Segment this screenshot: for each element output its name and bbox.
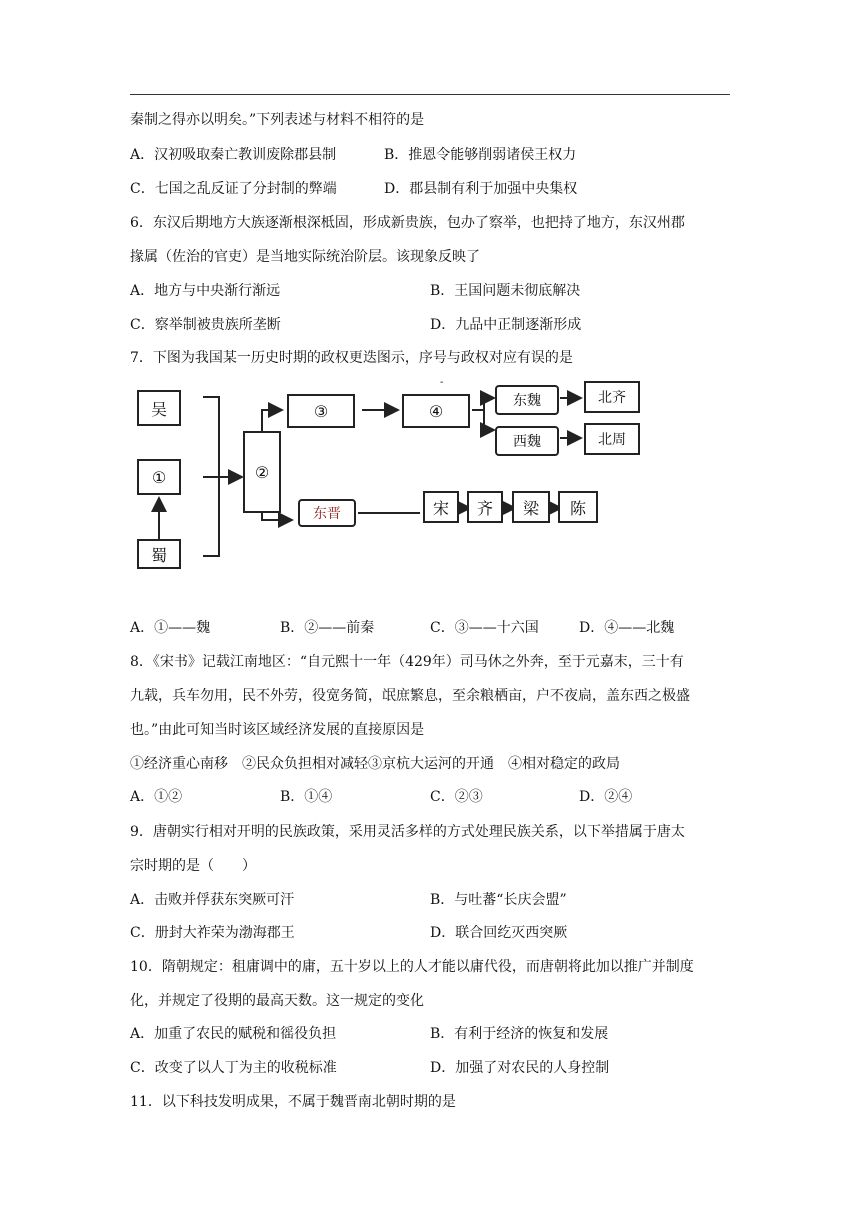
q6-option-b[interactable]: B．王国问题未彻底解决 [430,283,581,299]
box-chen: 陈 [558,491,598,523]
box-xiwei: 西魏 [495,426,559,456]
q9-option-b[interactable]: B．与吐蕃“长庆会盟” [430,892,567,908]
q10-option-d[interactable]: D．加强了对农民的人身控制 [430,1060,610,1076]
q7-option-b[interactable]: B．②——前秦 [280,620,375,636]
q10-option-a[interactable]: A．加重了农民的赋税和徭役负担 [130,1026,337,1042]
q5-option-d[interactable]: D．郡县制有利于加强中央集权 [384,181,578,197]
q8-stem-line2: 九载，兵车勿用，民不外劳，役宽务简，氓庶繁息，至余粮栖亩，户不夜扃，盖东西之极盛 [130,688,690,704]
q10-option-c[interactable]: C．改变了以人丁为主的收税标准 [130,1060,337,1076]
box-song: 宋 [423,491,459,523]
q6-option-c[interactable]: C．察举制被贵族所垄断 [130,317,281,333]
q6-stem-line1: 6．东汉后期地方大族逐渐根深柢固，形成新贵族，包办了察举，也把持了地方，东汉州郡 [130,215,685,231]
q5-option-c[interactable]: C．七国之乱反证了分封制的弊端 [130,181,337,197]
box-dongjin: 东晋 [298,499,356,527]
q9-stem-line1: 9．唐朝实行相对开明的民族政策，采用灵活多样的方式处理民族关系，以下举措属于唐太 [130,824,685,840]
box-wu: 吴 [137,390,181,426]
q6-option-a[interactable]: A．地方与中央渐行渐远 [130,283,281,299]
box-beiqi: 北齐 [584,381,640,413]
q7-option-a[interactable]: A．①——魏 [130,620,211,636]
q10-option-b[interactable]: B．有利于经济的恢复和发展 [430,1026,609,1042]
q11-stem: 11．以下科技发明成果，不属于魏晋南北朝时期的是 [130,1094,456,1110]
q7-option-c[interactable]: C．③——十六国 [430,620,539,636]
q9-option-a[interactable]: A．击败并俘获东突厥可汗 [130,892,295,908]
q8-items: ①经济重心南移 ②民众负担相对减轻③京杭大运河的开通 ④相对稳定的政局 [130,756,620,772]
box-4: ④ [402,394,470,428]
box-qi: 齐 [467,491,503,523]
q7-option-d[interactable]: D．④——北魏 [579,620,675,636]
box-1: ① [137,459,181,495]
box-liang: 梁 [512,491,550,523]
q9-option-c[interactable]: C．册封大祚荣为渤海郡王 [130,925,295,941]
box-2: ② [243,431,281,513]
q8-option-b[interactable]: B．①④ [280,789,333,805]
q8-stem-line1: 8．《宋书》记载江南地区：“自元熙十一年（429年）司马休之外奔，至于元嘉末，三十有 [130,654,684,670]
box-beizhou: 北周 [584,423,640,455]
box-shu: 蜀 [137,539,181,569]
q10-stem-line1: 10．隋朝规定：租庸调中的庸，五十岁以上的人才能以庸代役，而唐朝将此加以推广并制度 [130,959,694,975]
q8-option-d[interactable]: D．②④ [579,789,633,805]
q6-stem-line2: 掾属（佐治的官吏）是当地实际统治阶层。该现象反映了 [130,249,480,265]
q9-stem-line2: 宗时期的是（ ） [130,858,256,874]
q8-stem-line3: 也。”由此可知当时该区域经济发展的直接原因是 [130,722,425,738]
box-3: ③ [287,394,355,428]
q5-option-b[interactable]: B．推恩令能够削弱诸侯王权力 [384,147,577,163]
q6-option-d[interactable]: D．九品中正制逐渐形成 [430,317,582,333]
q7-stem: 7．下图为我国某一历史时期的政权更迭图示，序号与政权对应有误的是 [130,350,573,366]
q9-option-d[interactable]: D．联合回纥灭西突厥 [430,925,568,941]
q10-stem-line2: 化，并规定了役期的最高天数。这一规定的变化 [130,993,424,1009]
box-dongwei: 东魏 [495,385,559,415]
q8-option-a[interactable]: A．①② [130,789,183,805]
q5-stem: 秦制之得亦以明矣。”下列表述与材料不相符的是 [130,112,425,128]
q8-option-c[interactable]: C．②③ [430,789,483,805]
diagram-tick: - [440,377,444,388]
q5-option-a[interactable]: A．汉初吸取秦亡教训废除郡县制 [130,147,337,163]
